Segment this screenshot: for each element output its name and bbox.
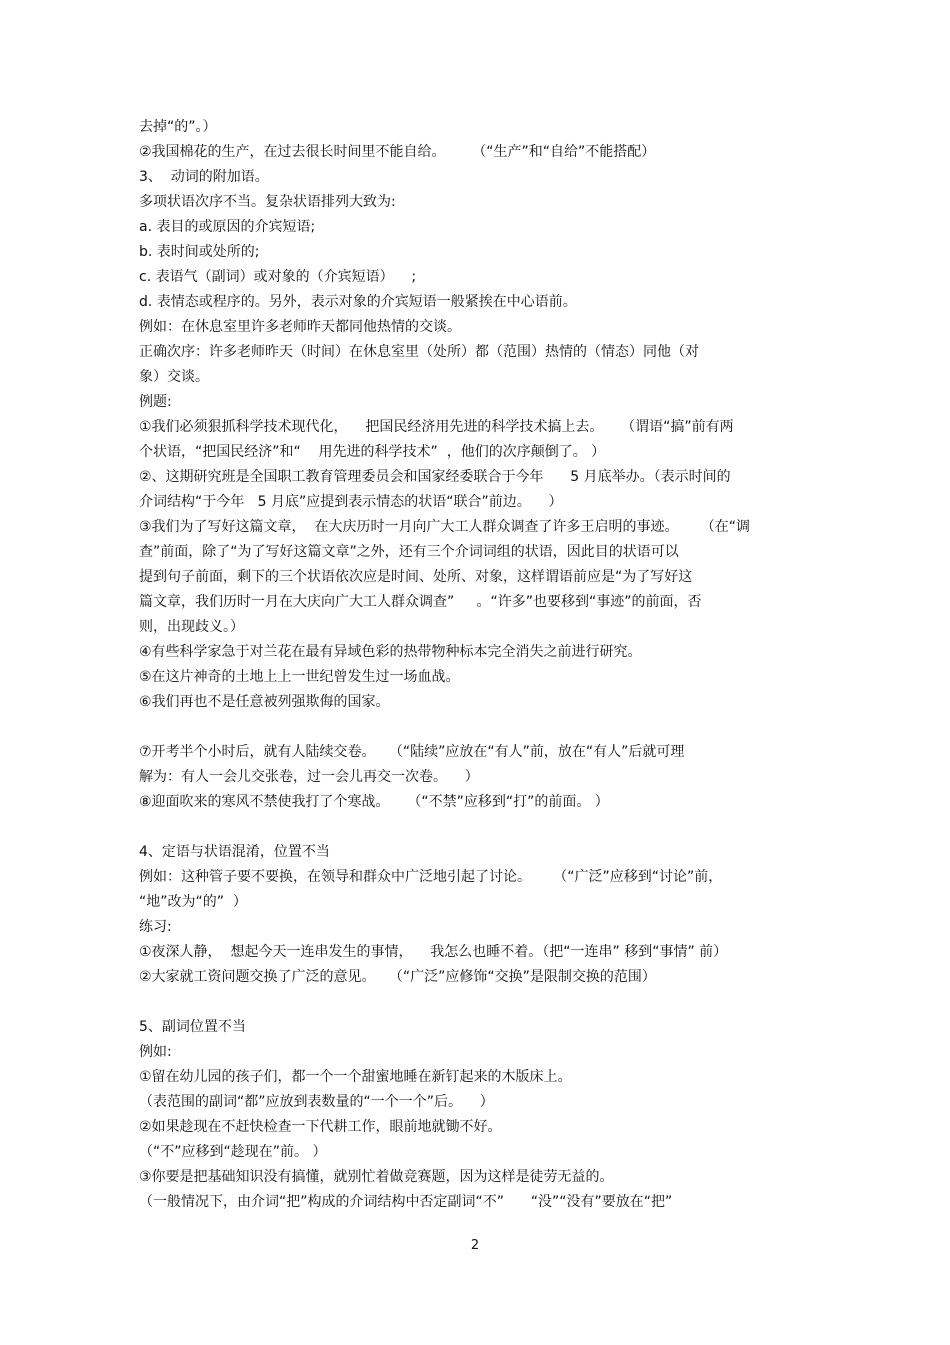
text-line: 查”前面，除了“为了写好这篇文章”之外，还有三个介词词组的状语，因此目的状语可以: [139, 544, 679, 560]
text-line: 去掉“的”。）: [139, 119, 217, 135]
text-line: 例如：在休息室里许多老师昨天都同他热情的交谈。: [139, 319, 461, 335]
text-line: 解为：有人一会儿交张卷，过一会儿再交一次卷。 ）: [139, 769, 479, 785]
text-line: 象）交谈。: [139, 369, 209, 385]
text-line: ⑧迎面吹来的寒风不禁使我打了个寒战。 （“不禁”应移到“打”的前面。 ）: [139, 794, 609, 810]
text-line: 提到句子前面，剩下的三个状语依次应是时间、处所、对象，这样谓语前应是“为了写好这: [139, 569, 693, 585]
text-line: c. 表语气（副词）或对象的（介宾短语） ;: [139, 269, 417, 285]
text-line: b. 表时间或处所的;: [139, 244, 260, 260]
section-heading: 5、副词位置不当: [139, 1019, 246, 1035]
text-line: ③我们为了写好这篇文章， 在大庆历时一月向广大工人群众调查了许多王启明的事迹。 （在“调: [139, 519, 750, 535]
text-line: “地”改为“的” ）: [139, 894, 247, 910]
text-line: ③你要是把基础知识没有搞懂，就别忙着做竞赛题，因为这样是徒劳无益的。: [139, 1169, 614, 1185]
text-line: 多项状语次序不当。复杂状语排列大致为:: [139, 194, 396, 210]
text-line: ②、这期研究班是全国职工教育管理委员会和国家经委联合于今年 5 月底举办。（表示时间的: [139, 469, 731, 485]
text-line: （“不”应移到“趁现在”前。 ）: [139, 1144, 327, 1160]
text-line: ⑤在这片神奇的土地上上一世纪曾发生过一场血战。: [139, 669, 460, 685]
text-line: ②如果趁现在不赶快检查一下代耕工作，眼前地就锄不好。: [139, 1119, 502, 1135]
text-line: ①留在幼儿园的孩子们，都一个一个甜蜜地睡在新钉起来的木版床上。: [139, 1069, 572, 1085]
page-number: 2: [470, 1238, 480, 1253]
text-line: 练习:: [139, 919, 172, 935]
text-line: 例如：这种管子要不要换，在领导和群众中广泛地引起了讨论。 （“广泛”应移到“讨论”前，: [139, 869, 723, 885]
text-line: ④有些科学家急于对兰花在最有异域色彩的热带物种标本完全消失之前进行研究。: [139, 644, 642, 660]
text-line: 个状语，“把国民经济”和“ 用先进的科学技术” ，他们的次序颠倒了。 ）: [139, 444, 606, 460]
text-line: 正确次序：许多老师昨天（时间）在休息室里（处所）都（范围）热情的（情态）同他（对: [139, 344, 699, 360]
text-line: d. 表情态或程序的。另外，表示对象的介宾短语一般紧挨在中心语前。: [139, 294, 577, 310]
text-line: ①夜深人静， 想起今天一连串发生的事情， 我怎么也睡不着。（把“一连串” 移到“事情” 前）: [139, 944, 728, 960]
text-line: 3、 动词的附加语。: [139, 169, 269, 185]
text-line: ②我国棉花的生产，在过去很长时间里不能自给。 （“生产”和“自给”不能搭配）: [139, 144, 656, 160]
text-line: 篇文章，我们历时一月在大庆向广大工人群众调查” 。“许多”也要移到“事迹”的前面，否: [139, 594, 702, 610]
text-line: ①我们必须狠抓科学技术现代化， 把国民经济用先进的科学技术搞上去。 （谓语“搞”前有两: [139, 419, 734, 435]
text-line: （一般情况下，由介词“把”构成的介词结构中否定副词“不” “没”“没有”要放在“把”: [139, 1194, 673, 1210]
text-line: 则，出现歧义。）: [139, 619, 244, 635]
text-line: ⑦开考半个小时后，就有人陆续交卷。 （“陆续”应放在“有人”前，放在“有人”后就可理: [139, 744, 685, 760]
text-line: 介词结构“于今年 5 月底”应提到表示情态的状语“联合”前边。 ）: [139, 494, 563, 510]
text-line: （表范围的副词“都”应放到表数量的“一个一个”后。 ）: [139, 1094, 494, 1110]
text-line: a. 表目的或原因的介宾短语;: [139, 219, 316, 235]
text-line: 例题:: [139, 394, 172, 410]
text-line: ②大家就工资问题交换了广泛的意见。 （“广泛”应修饰“交换”是限制交换的范围）: [139, 969, 656, 985]
text-line: 例如:: [139, 1044, 172, 1060]
text-line: ⑥我们再也不是任意被列强欺侮的国家。: [139, 694, 390, 710]
section-heading: 4、定语与状语混淆，位置不当: [139, 844, 330, 860]
